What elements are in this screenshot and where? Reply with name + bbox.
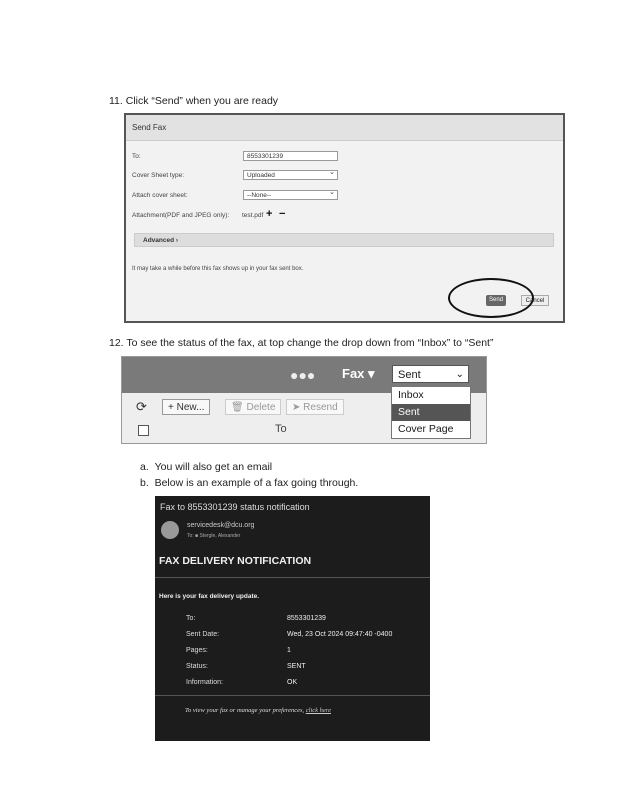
email-footer (185, 707, 331, 714)
highlight-circle (448, 278, 534, 318)
advanced-label: Advanced (143, 237, 175, 244)
folder-dropdown-value: Sent (398, 369, 421, 381)
email-to: To: ■ Stergle, Alexander (187, 533, 241, 539)
people-icon: ●●● (290, 367, 316, 383)
step-11-text: 11. Click “Send” when you are ready (109, 95, 279, 107)
send-fax-title: Send Fax (126, 115, 563, 141)
cancel-button[interactable]: Cancel (521, 295, 549, 306)
row-label-sent-date: Sent Date: (186, 631, 220, 638)
resend-label: Resend (303, 402, 338, 413)
sub-step-a: a. You will also get an email (140, 461, 273, 473)
email-heading: FAX DELIVERY NOTIFICATION (159, 555, 312, 567)
resend-button[interactable] (286, 399, 344, 415)
cover-type-select[interactable]: Uploaded ⌄ (243, 170, 338, 180)
email-subject: Fax to 8553301239 status notification (160, 502, 310, 512)
divider (155, 695, 430, 696)
row-value-pages: 1 (287, 647, 291, 654)
folder-option-sent[interactable]: Sent (392, 404, 470, 421)
chevron-down-icon: ⌄ (455, 369, 464, 380)
to-field[interactable]: 8553301239 (243, 151, 338, 161)
step-12-text: 12. To see the status of the fax, at top change the drop down from “Inbox” to “Sent” (109, 337, 494, 349)
fax-folder-screenshot (121, 356, 487, 444)
divider (155, 577, 430, 578)
folder-option-cover-page[interactable]: Cover Page (398, 423, 454, 435)
fax-menu[interactable]: Fax ▾ (342, 366, 375, 381)
cover-type-label: Cover Sheet type: (132, 172, 185, 179)
refresh-icon[interactable]: ⟳ (136, 399, 147, 414)
avatar (161, 521, 179, 539)
row-label-information: Information: (186, 679, 223, 686)
send-fax-screenshot (124, 113, 565, 323)
send-button[interactable]: Send (486, 295, 506, 306)
new-button[interactable]: + New... (162, 399, 210, 415)
send-icon: ➤ (292, 402, 301, 413)
delete-label: Delete (246, 402, 276, 413)
to-column-header: To (275, 423, 287, 435)
click-here-link[interactable]: click here (305, 707, 331, 714)
row-label-status: Status: (186, 663, 208, 670)
add-attachment-icon[interactable]: + (266, 208, 273, 220)
row-value-to: 8553301239 (287, 615, 326, 622)
email-intro: Here is your fax delivery update. (159, 593, 260, 600)
folder-dropdown-menu (391, 386, 471, 439)
chevron-right-icon: › (175, 237, 179, 244)
row-label-to: To: (186, 615, 196, 622)
sub-step-b: b. Below is an example of a fax going through. (140, 477, 359, 489)
row-value-information: OK (287, 679, 298, 686)
email-from: servicedesk@dcu.org (187, 522, 255, 529)
select-all-checkbox[interactable] (138, 425, 149, 436)
remove-attachment-icon[interactable]: − (279, 208, 286, 220)
advanced-toggle[interactable] (134, 233, 554, 247)
folder-dropdown[interactable] (392, 365, 469, 383)
footer-text: To view your fax or manage your preferences, (185, 707, 305, 714)
delete-button[interactable] (225, 399, 281, 415)
send-note: It may take a while before this fax shows up in your fax sent box. (132, 266, 304, 272)
email-screenshot (155, 496, 430, 741)
attachment-file: test.pdf (242, 212, 264, 219)
row-value-sent-date: Wed, 23 Oct 2024 09:47:40 -0400 (287, 631, 393, 638)
folder-option-inbox[interactable]: Inbox (398, 389, 424, 401)
trash-icon: 🗑 (231, 402, 244, 413)
attach-cover-label: Attach cover sheet: (132, 192, 188, 199)
to-label: To: (132, 153, 141, 160)
row-value-status: SENT (287, 663, 306, 670)
row-label-pages: Pages: (186, 647, 208, 654)
attachment-label: Attachment(PDF and JPEG only): (132, 212, 230, 219)
attach-cover-select[interactable]: --None-- ⌄ (243, 190, 338, 200)
